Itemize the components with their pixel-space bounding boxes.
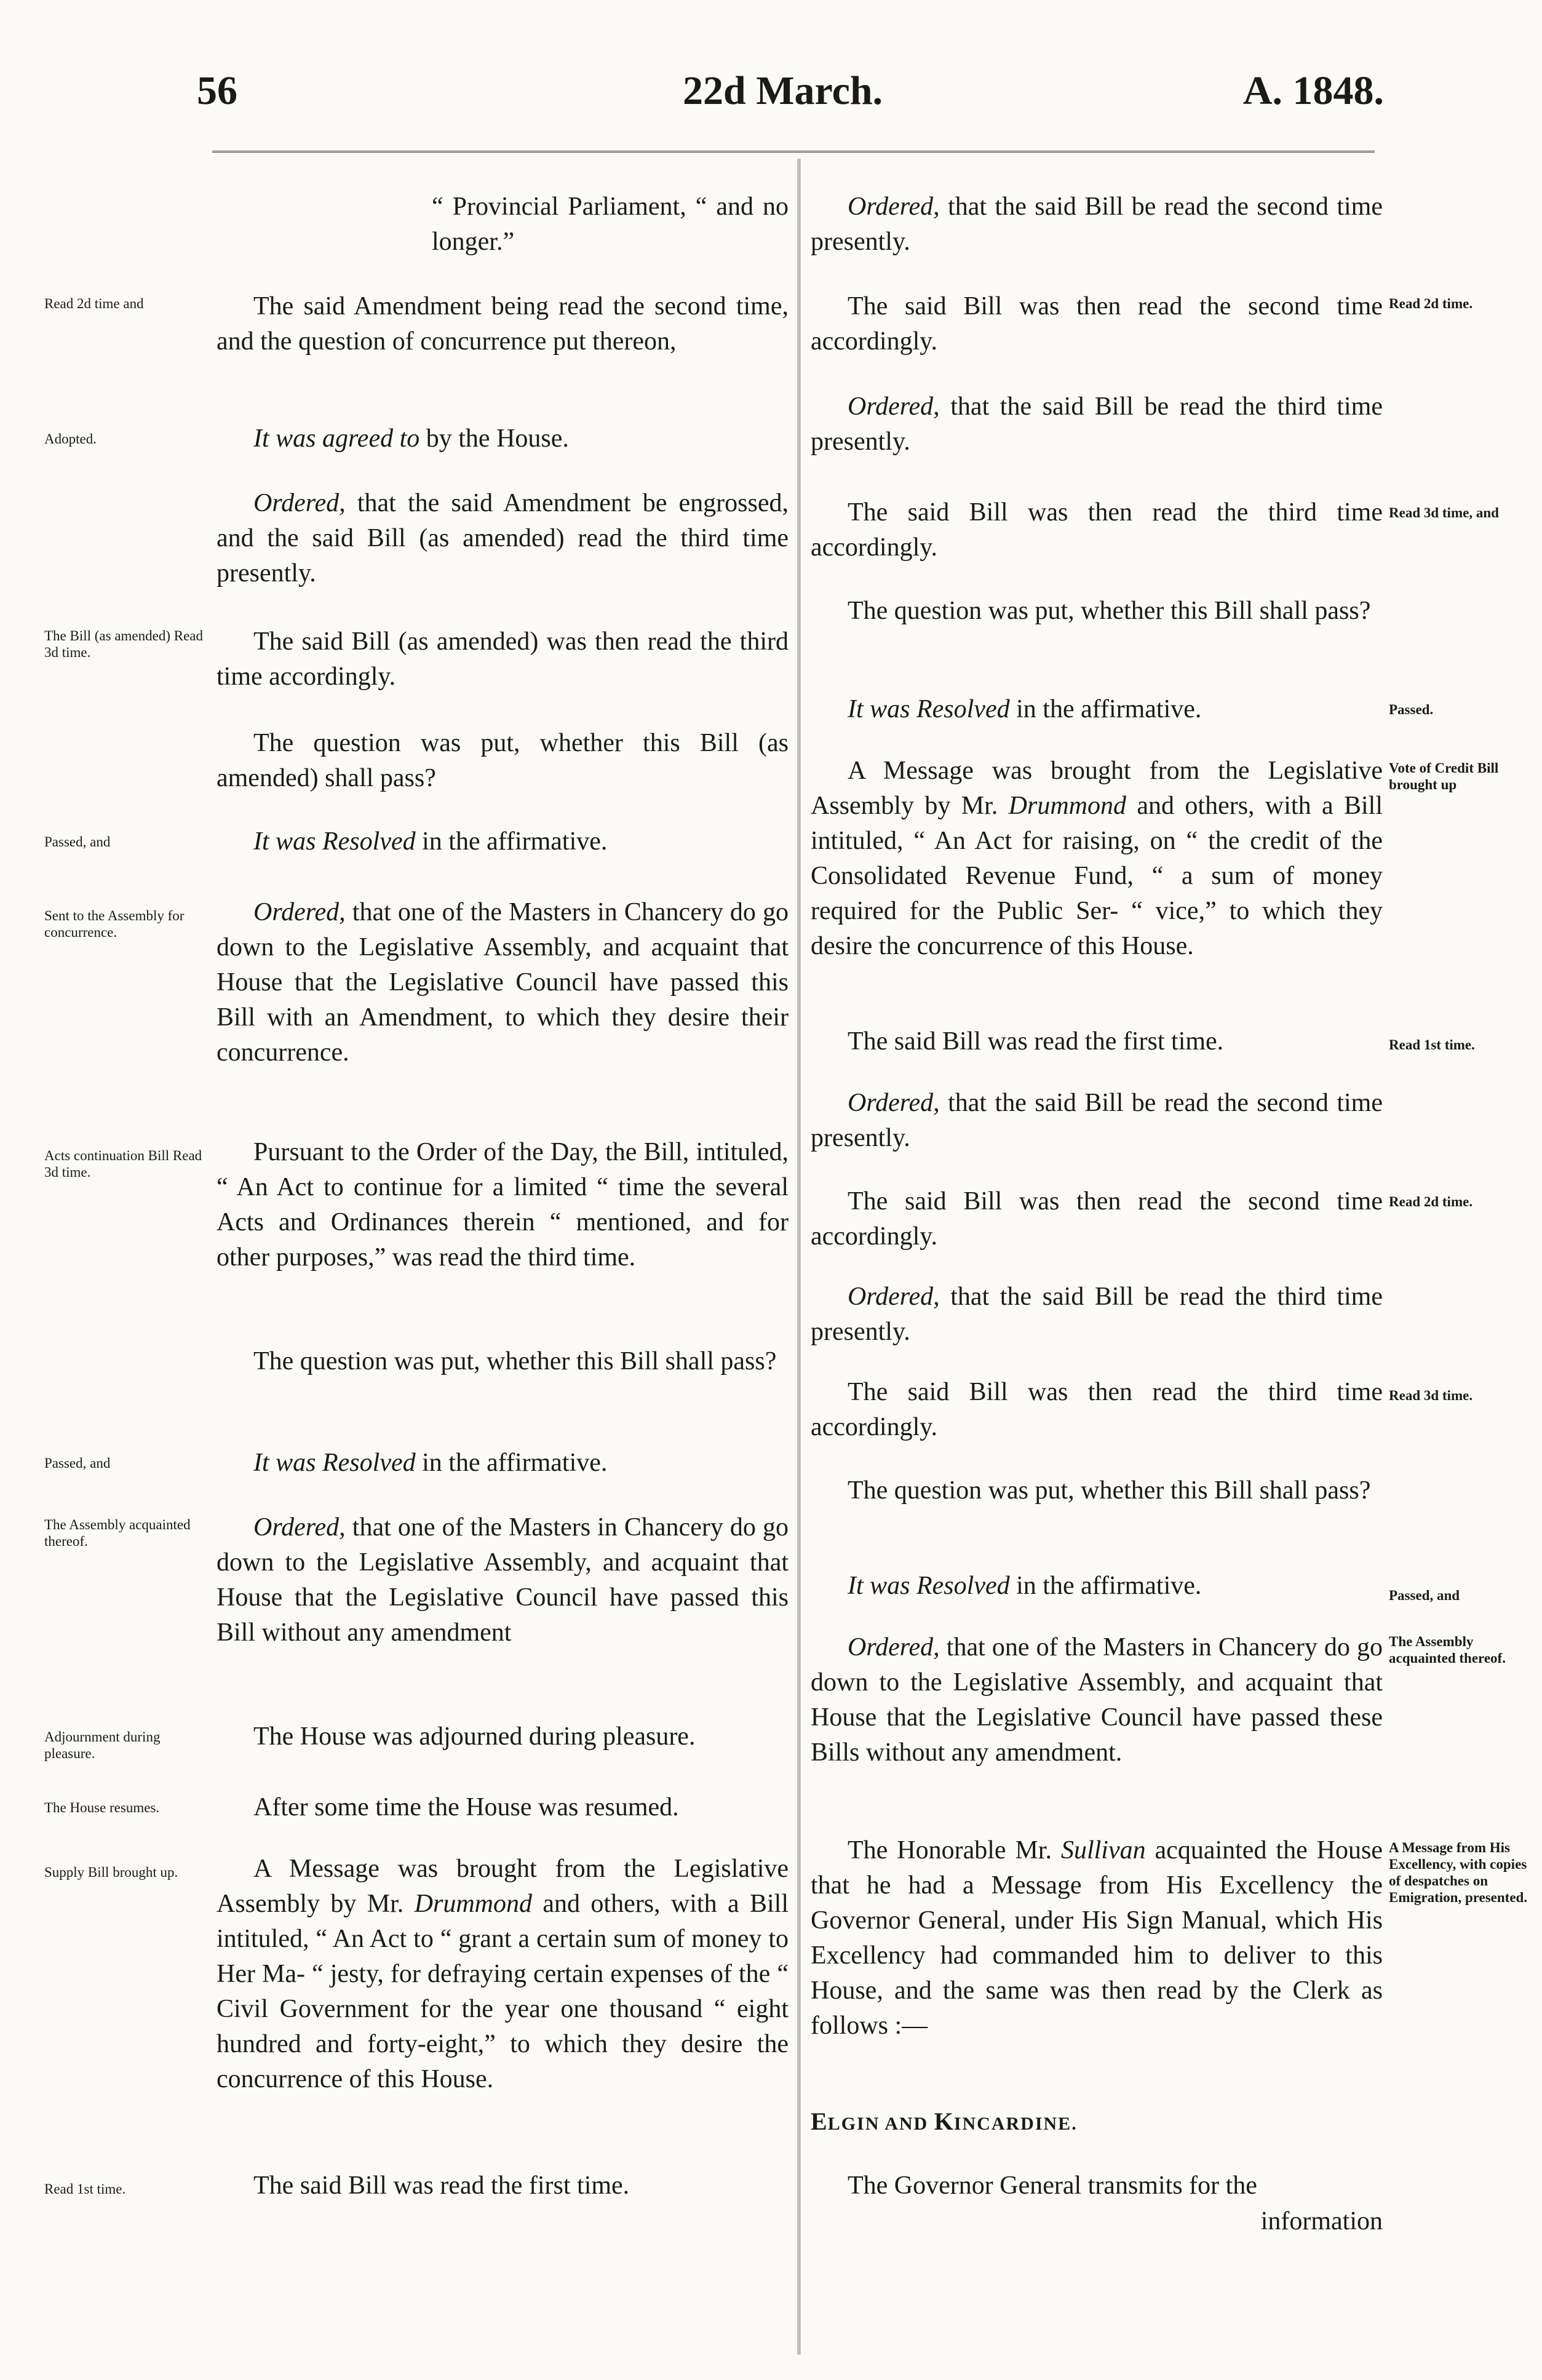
margin-note: Adjournment during pleasure. [44,1729,161,1761]
paragraph: The Governor General transmits for the [848,2171,1257,2200]
margin-note: Vote of Credit Bill brought up [1389,760,1499,792]
paragraph: The question was put, whether this Bill shall pass? [253,1347,777,1375]
paragraph: Ordered, that the said Bill be read the third time presently. [811,1283,1383,1346]
paragraph: The said Bill was then read the third time accordingly. [811,1378,1383,1441]
margin-note: A Message from His Excellency, with copies of despatches on Emigration, presented. [1389,1840,1528,1905]
margin-note: Read 2d time and [44,296,144,311]
header-rule [212,151,1375,153]
paragraph: The Honorable Mr. Sullivan acquainted the House that he had a Message from His Excellency the Governor General, under His Sign Manual, which His Excellency had commanded him to deliver to this House, and the same was then read by the Clerk as follows :— [811,1836,1383,2040]
paragraph: Ordered, that the said Bill be read the second time presently. [811,1089,1383,1152]
margin-note: Passed. [1389,702,1434,717]
paragraph: A Message was brought from the Legislative Assembly by Mr. Drummond and others, with a Bill intituled, “ An Act for raising, on “ the credit of the Consolidated Revenue Fund, “ a sum of money required for the Public Ser- “ vice,” to which they desire the concurrence of this House. [811,757,1383,960]
paragraph: The said Amendment being read the second time, and the question of concurrence put thereon, [217,292,789,356]
paragraph: The said Bill was then read the second time accordingly. [811,1187,1383,1251]
paragraph: The question was put, whether this Bill (as amended) shall pass? [217,729,789,792]
margin-note: The Assembly acquainted thereof. [1389,1634,1506,1666]
paragraph: It was Resolved in the affirmative. [253,827,608,856]
paragraph: Ordered, that one of the Masters in Chancery do go down to the Legislative Assembly, and acquaint that House that the Legislative Council have passed these Bills without any amendment. [811,1633,1383,1767]
paragraph: Pursuant to the Order of the Day, the Bill, intituled, “ An Act to continue for a limited “ time the several Acts and Ordinances therein “ mentioned, and for other purposes,” was read the third time. [217,1138,789,1272]
margin-note: Sent to the Assembly for concurrence. [44,908,185,940]
page-header [185,68,1384,135]
paragraph: The said Bill was read the first time. [253,2171,630,2200]
margin-note: Read 3d time, and [1389,505,1499,520]
paragraph: The said Bill was then read the second time accordingly. [811,292,1383,356]
margin-note: Read 1st time. [1389,1037,1475,1053]
paragraph: It was agreed to by the House. [253,424,569,453]
paragraph: After some time the House was resumed. [253,1793,679,1821]
paragraph: The House was adjourned during pleasure. [253,1722,696,1751]
paragraph: The said Bill was then read the third time accordingly. [811,498,1383,562]
paragraph: Ordered, that the said Amendment be engrossed, and the said Bill (as amended) read the third time presently. [217,489,789,587]
paragraph: The question was put, whether this Bill shall pass? [848,1476,1371,1505]
signature-heading: ELGIN AND KINCARDINE. [811,2107,1078,2135]
page-number: 56 [197,68,237,113]
margin-note: Supply Bill brought up. [44,1865,178,1880]
margin-note: The House resumes. [44,1800,160,1815]
column-divider [798,159,800,2355]
paragraph: Ordered, that one of the Masters in Chancery do go down to the Legislative Assembly, and acquaint that House that the Legislative Council have passed this Bill with an Amendment, to which they desire their concurrence. [217,898,789,1067]
margin-note: Passed, and [44,834,111,850]
paragraph-continuation: information [1260,2207,1383,2235]
margin-note: The Bill (as amended) Read 3d time. [44,628,204,660]
margin-note: Read 2d time. [1389,296,1473,311]
paragraph: It was Resolved in the affirmative. [848,695,1202,723]
margin-note: Acts continuation Bill Read 3d time. [44,1148,202,1180]
paragraph: A Message was brought from the Legislative Assembly by Mr. Drummond and others, with a Bill intituled, “ An Act to “ grant a certain sum of money to Her Ma- “ jesty, for defraying certain expenses of the “ Civil Government for the year one thousand “ eight hundred and forty-eight,” to which they desire the concurrence of this House. [217,1855,789,2093]
margin-note: Read 3d time. [1389,1388,1473,1403]
margin-note: Passed, and [44,1455,111,1471]
paragraph: The said Bill was read the first time. [848,1027,1224,1056]
paragraph: The question was put, whether this Bill shall pass? [848,597,1371,625]
paragraph: It was Resolved in the affirmative. [253,1449,608,1477]
page-date: 22d March. [683,68,883,113]
paragraph: It was Resolved in the affirmative. [848,1572,1202,1600]
paragraph: The said Bill (as amended) was then read the third time accordingly. [217,627,789,691]
margin-note: Passed, and [1389,1588,1460,1603]
margin-note: Read 2d time. [1389,1194,1473,1209]
paragraph: “ Provincial Parliament, “ and no longer.” [432,193,789,256]
paragraph: Ordered, that the said Bill be read the second time presently. [811,193,1383,256]
margin-note: Read 1st time. [44,2181,126,2197]
page-year: A. 1848. [1242,68,1384,113]
paragraph: Ordered, that one of the Masters in Chancery do go down to the Legislative Assembly, and acquaint that House that the Legislative Council have passed this Bill without any amendment [217,1513,789,1647]
margin-note: The Assembly acquainted thereof. [44,1517,191,1549]
paragraph: Ordered, that the said Bill be read the third time presently. [811,392,1383,456]
margin-note: Adopted. [44,431,97,447]
